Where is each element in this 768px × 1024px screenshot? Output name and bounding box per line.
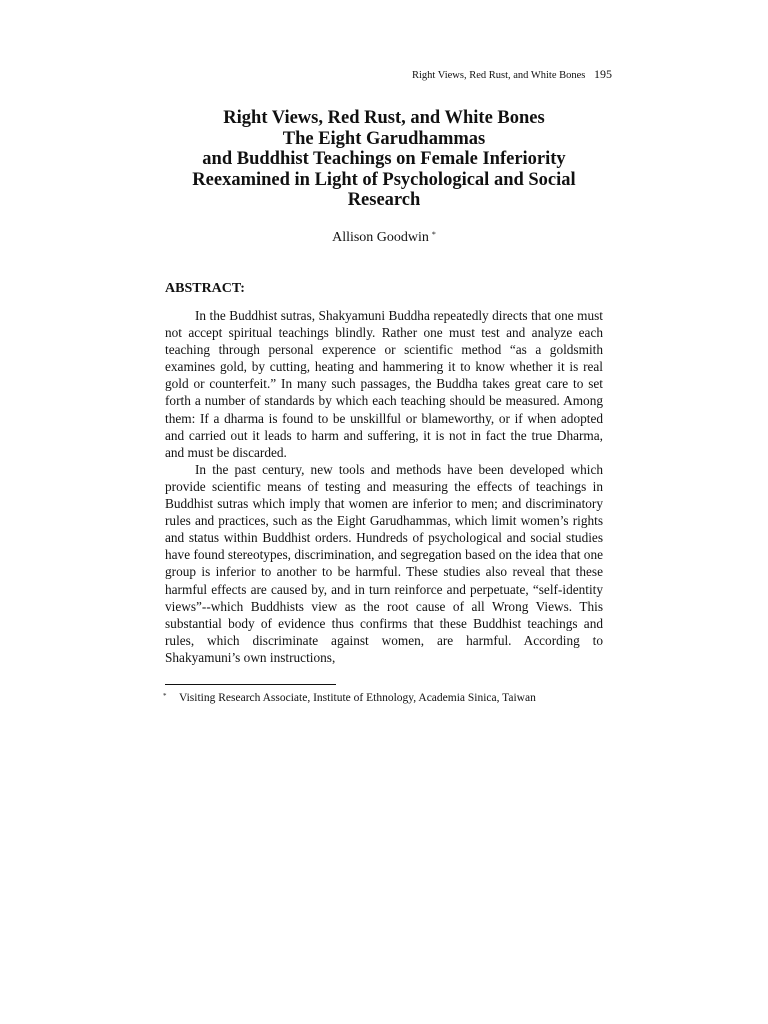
title-line: Reexamined in Light of Psychological and Social — [192, 169, 576, 190]
abstract-paragraph: In the Buddhist sutras, Shakyamuni Buddha repeatedly directs that one must not accept spiritual teachings blindly. Rather one must test and analyze each teaching through personal experence or scientific method “as a goldsmith examines gold, by cutting, heating and hammering it to know whether it is real gold or counterfeit.” In many such passages, the Buddha takes great care to set forth a number of standards by which each teaching should be measured. Among them: If a dharma is found to be unskillful or blameworthy, or if when adopted and carried out it leads to harm and suffering, it is not in fact the true Dharma, and must be discarded. — [165, 308, 603, 460]
page-number: 195 — [594, 67, 612, 81]
running-head — [160, 67, 612, 83]
author-footnote-mark[interactable]: * — [431, 230, 436, 239]
abstract-body — [165, 307, 603, 666]
title-line: The Eight Garudhammas — [282, 128, 486, 149]
abstract-paragraph: In the past century, new tools and methods have been developed which provide scientific means of testing and measuring the effects of teachings in Buddhist sutras which imply that women are inferior to men; and discriminatory rules and practices, such as the Eight Garudhammas, which limit women’s rights and status within Buddhist orders. Hundreds of psychological and social studies have found stereotypes, discrimination, and segregation based on the idea that one group is inferior to another to be harmful. These studies also reveal that these harmful effects are caused by, and in turn reinforce and perpetuate, “self-identity views”--which Buddhists view as the root cause of all Wrong Views. This substantial body of evidence thus confirms that these Buddhist teachings and rules, which discriminate against women, are harmful. According to Shakyamuni’s own instructions, — [165, 461, 603, 665]
abstract-heading: ABSTRACT: — [165, 281, 245, 296]
footnote-mark: * — [163, 692, 167, 700]
author-line — [160, 229, 608, 247]
footnote — [163, 690, 613, 706]
title-line: and Buddhist Teachings on Female Inferiority — [202, 149, 566, 169]
running-head-title: Right Views, Red Rust, and White Bones — [411, 70, 586, 81]
title-line: Research — [347, 190, 421, 210]
footnote-divider — [165, 684, 336, 685]
footnote-text: Visiting Research Associate, Institute of Ethnology, Academia Sinica, Taiwan — [179, 692, 536, 704]
paper-title — [150, 108, 618, 211]
title-line: Right Views, Red Rust, and White Bones — [223, 108, 545, 128]
author-name: Allison Goodwin — [332, 230, 429, 245]
